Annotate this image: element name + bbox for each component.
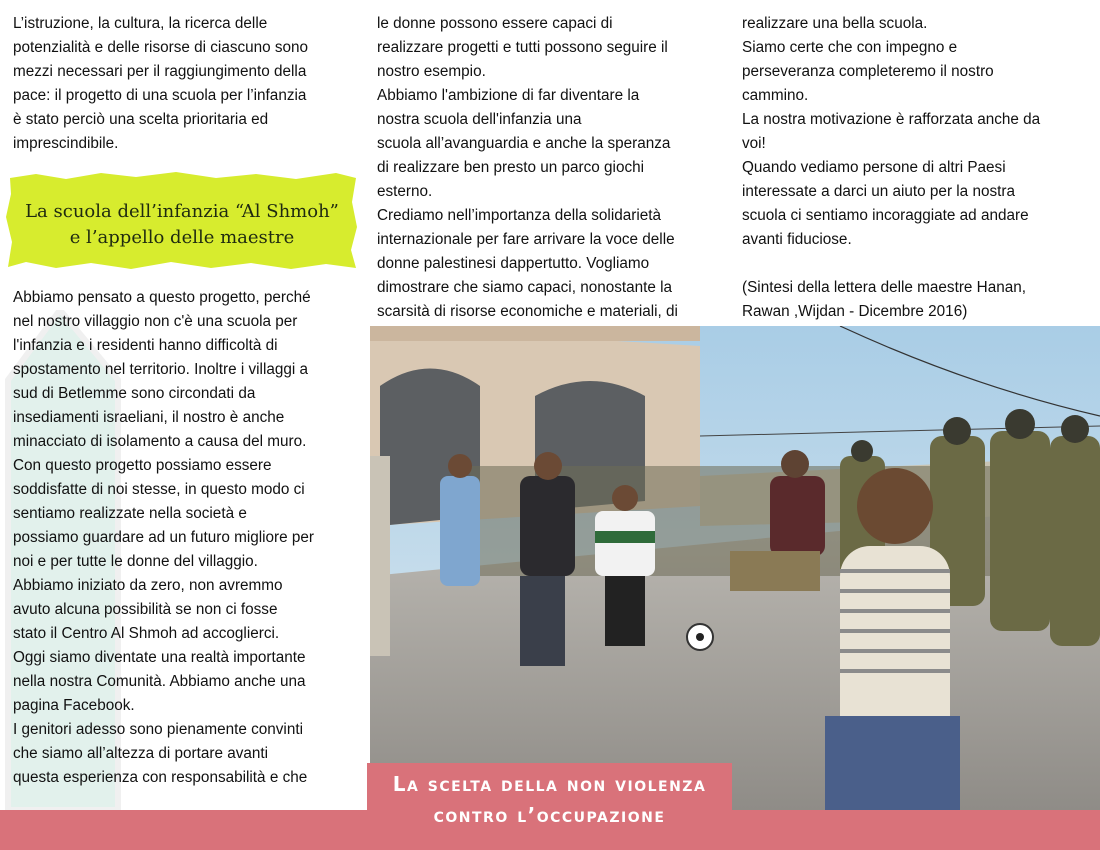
photo-caption-box xyxy=(367,763,732,850)
letter-body-part1: Abbiamo pensato a questo progetto, perché nel nostro villaggio non c'è una scuola per l'infanzia e i residenti hanno difficoltà di spostamento nel territorio. Inoltre i villaggi a sud di Betlemme sono circondati da insediamenti israeliani, il nostro è anche minacciato di isolamento a causa del muro. Con questo progetto possiamo essere soddisfatte di noi stesse, in questo modo ci sentiamo realizzate nella società e possiamo guardare ad un futuro migliore per noi e per tutte le donne del villaggio. Abbiamo iniziato da zero, non avremmo avuto alcuna possibilità se non ci fosse stato il Centro Al Shmoh ad accoglierci. Oggi siamo diventate una realtà importante nella nostra Comunità. Abbiamo anche una pagina Facebook. I genitori adesso sono pienamente convinti che siamo all’altezza di portare avanti questa esperienza con responsabilità e che xyxy=(13,289,315,786)
photo-caption: La scelta della non violenza contro l’occupazione xyxy=(392,772,707,827)
letter-body-part2: le donne possono essere capaci di realizzare progetti e tutti possono seguire il nostro esempio. Abbiamo l'ambizione di far diventare la nostra scuola dell'infanzia una scuola all’avanguardia e anche la speranza di realizzare ben presto un parco giochi esterno. Crediamo nell’importanza della solidarietà internazionale per fare arrivare la voce delle donne palestinesi dappertutto. Vogliamo dimostrare che siamo capaci, nonostante la scarsità di risorse economiche e materiali, di xyxy=(377,15,678,320)
intro-paragraph: L’istruzione, la cultura, la ricerca delle potenzialità e delle risorse di ciascuno sono mezzi necessari per il raggiungimento della pace: il progetto di una scuola per l’infanzia è stato perciò una scelta prioritaria ed imprescindibile. xyxy=(13,15,309,152)
letter-body-part3: realizzare una bella scuola. Siamo certe che con impegno e perseveranza completeremo il nostro cammino. La nostra motivazione è rafforzata anche da voi! Quando vediamo persone di altri Paesi interessate a darci un aiuto per la nostra scuola ci sentiamo incoraggiate ad andare avanti fiduciose. (Sintesi della lettera delle maestre Hanan, Rawan ,Wijdan - Dicembre 2016) xyxy=(742,15,1041,320)
street-football-photo xyxy=(370,326,1100,810)
banner-title: La scuola dell’infanzia “Al Shmoh” e l’appello delle maestre xyxy=(25,201,339,248)
section-banner xyxy=(6,172,358,270)
